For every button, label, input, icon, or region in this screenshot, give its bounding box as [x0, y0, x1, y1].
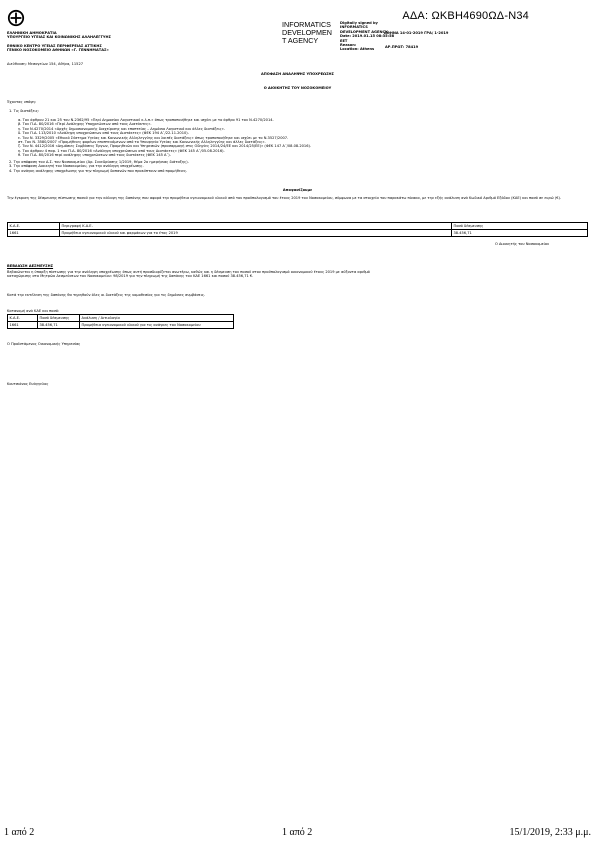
agency-line: INFORMATICS: [282, 20, 331, 29]
table-cell: 1661: [8, 230, 60, 237]
allocation-table: [7, 314, 234, 329]
agency-protocol-number: ΑΡ.ΠΡΩΤ: 78419: [385, 45, 419, 49]
meta-line: Reason:: [340, 43, 357, 48]
footer-page-center: 1 από 2: [282, 827, 313, 838]
list-item: α. Του άρθρου 21 και 25 του Ν.2362/95 «Περί Δημοσίου Λογιστικού κ.λ.π.» όπως τροποποιήθηκε και ισχύει με το άρθρο 91 του Ν.4270/2014.: [18, 118, 274, 122]
intro-text: Έχοντας υπόψη:: [7, 100, 37, 104]
agency-line: T AGENCY: [282, 36, 319, 46]
cert-line: Βεβαιώνεται η ύπαρξη πίστωσης για την ανάληψη υποχρέωσης όπως αυτή προσδιορίζεται ανωτέρω, καθώς και η δέσμευση του ποσού στον προϋπολογισμό οικονομικού έτους 2019 με αύξοντα αριθμό: [7, 270, 370, 274]
table-row: [8, 230, 588, 237]
table-cell: Προμήθεια υγειονομικού υλικού και φαρμάκων για το έτος 2019: [60, 230, 452, 237]
certification-title: ΒΕΒΑΙΩΣΗ ΔΕΣΜΕΥΣΗΣ: [7, 264, 54, 268]
agency-protocol: ΑΘΗΝΑ 14-01-2019 ΓΡΑ/ 1-2019: [384, 31, 449, 35]
left-header: [7, 31, 111, 53]
meta-line: DEVELOPMENT AGENCY: [340, 29, 388, 34]
footer-datetime: 15/1/2019, 2:33 μ.μ.: [509, 827, 591, 838]
meta-line: INFORMATICS: [340, 25, 368, 30]
body-paragraph: Την έγκριση της δέσμευσης πίστωσης ποσού για την κάλυψη της δαπάνης που αφορά την προμήθεια υγειονομικού υλικού από τον προϋπολογισμό του έτους 2019 του Νοσοκομείου, σύμφωνα με τα στοιχεία του παρακάτω πίνακα, με την εξής ανάλυση ανά Κωδικό Αριθμό Εξόδου (ΚΑΕ) και ποσό σε ευρώ (€).: [7, 196, 562, 200]
header-line: ΓΕΝΙΚΟ ΝΟΣΟΚΟΜΕΙΟ ΑΘΗΝΩΝ «Γ. ΓΕΝΝΗΜΑΤΑΣ»: [7, 48, 109, 53]
meta-line: Date: 2019.01.15 08:35:58: [340, 34, 395, 39]
meta-line: EET: [340, 38, 348, 43]
table2-title: Κατανομή ανά ΚΑΕ και ποσό:: [7, 309, 60, 313]
list-item: ε. Του Ν. 3329/2005 «Εθνικό Σύστημα Υγείας και Κοινωνικής Αλληλεγγύης και λοιπές διατάξεις» όπως τροποποιήθηκε και ισχύει με το Ν.3527/2007.: [18, 135, 289, 140]
footer-page-left: 1 από 2: [4, 827, 35, 838]
agency-logo-text: [282, 21, 332, 46]
table-cell: 38.456,71: [38, 322, 80, 329]
signatory-name: Κουτσιάνος Ευάγγελος: [7, 382, 49, 386]
table-header-row: [8, 315, 234, 322]
table-header-cell: Ποσό δέσμευσης: [452, 223, 588, 230]
list-item: ζ. Του Ν. 4412/2016 «Δημόσιες Συμβάσεις Έργων, Προμηθειών και Υπηρεσιών (προσαρμογή στις Οδηγίες 2014/24/ΕΕ και 2014/25/ΕΕ)» (ΦΕΚ 147 Α΄/08.08.2016).: [18, 144, 312, 149]
table-cell: 1661: [8, 322, 38, 329]
meta-line: Digitally signed by: [340, 21, 378, 25]
decide-heading: Αποφασίζουμε: [282, 188, 313, 192]
list-item: στ. Του Ν. 3580/2007 «Προμήθειες φορέων εποπτευόμενων από το Υπουργείο Υγείας και Κοινωνικής Αλληλεγγύης και άλλες διατάξεις».: [18, 140, 266, 145]
table-header-cell: Κ.Α.Ε.: [8, 223, 60, 230]
list-heading: 1. Τις διατάξεις:: [9, 109, 40, 113]
ada-number: ΑΔΑ: ΩΚΒΗ4690ΩΔ-Ν34: [402, 10, 529, 22]
table-header-cell: Ποσό δέσμευσης: [38, 315, 80, 322]
greek-emblem-icon: [7, 9, 25, 27]
list-item: δ. Του Π.Δ. 113/2010 «Ανάληψη υποχρεώσεων από τους Διατάκτες» (ΦΕΚ 194 Α΄/22.11.2010).: [18, 131, 189, 136]
list-item: β. Του Π.Δ. 80/2016 «Περί Ανάληψης Υποχρεώσεων από τους Διατάκτες».: [18, 122, 152, 127]
header-line: ΥΠΟΥΡΓΕΙΟ ΥΓΕΙΑΣ ΚΑΙ ΚΟΙΝΩΝΙΚΗΣ ΑΛΛΗΛΕΓΓΥΗΣ: [7, 35, 111, 40]
table-header-cell: Κ.Α.Ε.: [8, 315, 38, 322]
table-header-cell: Περιγραφή Κ.Α.Ε.: [60, 223, 452, 230]
cert-line: καταχώρισης στο Μητρώο Δεσμεύσεων του Νοσοκομείου: 98/2019 για την πληρωμή της δαπάνης του ΚΑΕ 1661 και ποσού 38.456,71 €.: [7, 274, 254, 279]
table-cell: Προμήθεια υγειονομικού υλικού για τις ανάγκες του Νοσοκομείου: [80, 322, 234, 329]
document-title: ΑΠΟΦΑΣΗ ΑΝΑΛΗΨΗΣ ΥΠΟΧΡΕΩΣΗΣ: [260, 72, 335, 76]
header-line: ΕΘΝΙΚΟ ΚΕΝΤΡΟ ΥΓΕΙΑΣ ΠΕΡΙΦΕΡΕΙΑΣ ΑΤΤΙΚΗΣ: [7, 43, 102, 48]
address: Διεύθυνση: Μεσογείων 154, Αθήνα, 11527: [7, 62, 84, 66]
list-item: 3. Την απόφαση Διοικητή του Νοσοκομείου, για την ανάληψη υποχρέωσης.: [9, 164, 144, 169]
list-item: 2. Την απόφαση του Δ.Σ. του Νοσοκομείου (Αρ. Συνεδρίασης 1/2019, θέμα 2ο ημερήσιας διάταξης).: [9, 160, 189, 164]
legal-list-2: [9, 160, 189, 173]
director-signature: Ο Διοικητής του Νοσοκομείου: [495, 242, 550, 246]
list-item: γ. Του Ν.4270/2014 «Αρχές δημοσιονομικής διαχείρισης και εποπτείας – Δημόσιο Λογιστικό και άλλες διατάξεις».: [18, 126, 226, 131]
header-line: ΕΛΛΗΝΙΚΗ ΔΗΜΟΚΡΑΤΙΑ: [7, 31, 57, 35]
table-header-row: [8, 223, 588, 230]
agency-line: DEVELOPMEN: [282, 28, 332, 38]
list-item: η. Του άρθρου 4 παρ. 1 του Π.Δ. 80/2016 «Ανάληψη υποχρεώσεων από τους Διατάκτες» (ΦΕΚ 145 Α΄/05.08.2016).: [18, 148, 225, 153]
meta-line: Location: Athens: [340, 47, 375, 52]
legal-list: [18, 118, 311, 158]
document-subtitle: Ο ΔΙΟΙΚΗΤΗΣ ΤΟΥ ΝΟΣΟΚΟΜΕΙΟΥ: [263, 86, 332, 90]
commitment-table: [7, 222, 588, 237]
certification-note: Κατά την εκτέλεση της δαπάνης θα τηρηθούν όλες οι διατάξεις της νομοθεσίας για τις δημόσιες συμβάσεις.: [7, 293, 206, 297]
head-of-finance: Ο Προϊστάμενος Οικονομικής Υπηρεσίας: [7, 342, 81, 346]
table-cell: 38.456,71: [452, 230, 588, 237]
list-item: 4. Την ανάγκη ανάληψης υποχρέωσης για την πληρωμή δαπανών που προκύπτουν από προμήθειες.: [9, 168, 188, 173]
table-header-cell: Ανάλυση / Αιτιολογία: [80, 315, 234, 322]
certification-paragraph: [7, 270, 370, 279]
list-item: θ. Του Π.Δ. 80/2016 περί ανάληψης υποχρεώσεων από τους διατάκτες (ΦΕΚ 145 Α΄).: [18, 153, 171, 158]
table-row: [8, 322, 234, 329]
